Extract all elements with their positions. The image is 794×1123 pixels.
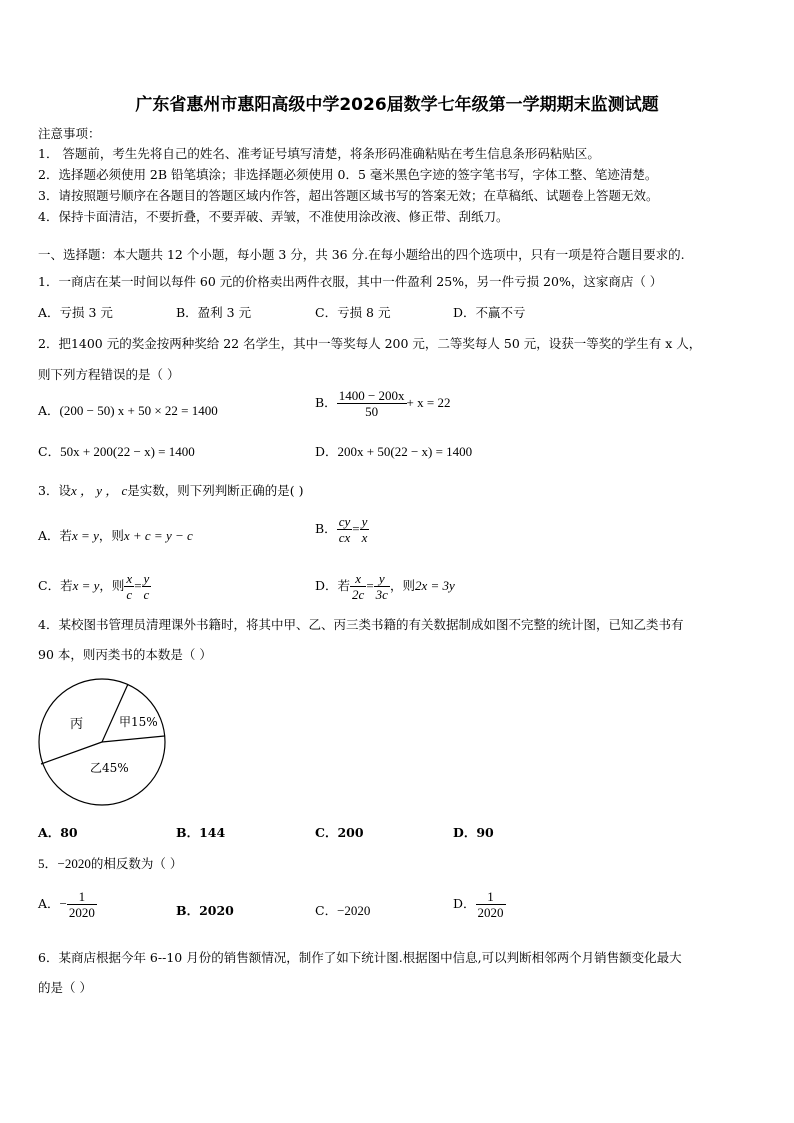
q5-option-d: D． $\frac{1}{2020}$ (453, 889, 504, 920)
q2-b-fraction: $\frac{1400 - 200x}{50}$ (338, 388, 405, 419)
q3-option-a: A．若x = y，则x + c = y − c (38, 528, 193, 543)
pie-divider-right (102, 736, 165, 742)
q3-option-c: C．若x = y，则 $\frac{x}{c}$ = $\frac{y}{c}$ (38, 571, 150, 602)
q5-option-a: A．− $\frac{1}{2020}$ (38, 889, 95, 920)
q3-option-d: D．若 $\frac{x}{2c}$ = $\frac{y}{3c}$ ，则2x = 3y (315, 571, 455, 602)
pie-label-bing: 丙 (70, 717, 84, 732)
q2-option-c: C．50x + 200(22 − x) = 1400 (38, 444, 195, 459)
q4-option-c: C．200 (315, 825, 364, 840)
q2-option-d: D．200x + 50(22 − x) = 1400 (315, 444, 473, 459)
notes-item-4: 4．保持卡面清洁，不要折叠，不要弄破、弄皱，不准使用涂改液、修正带、刮纸刀。 (38, 209, 509, 224)
section-heading: 一、选择题：本大题共 12 个小题，每小题 3 分，共 36 分.在每小题给出的四个选项中，只有一项是符合题目要求的. (38, 247, 685, 262)
q2-stem-line2: 则下列方程错误的是（ ） (38, 367, 180, 382)
q1-option-c: C．亏损 8 元 (315, 305, 391, 320)
q1-option-d: D．不赢不亏 (453, 305, 526, 320)
q4-option-b: B．144 (176, 825, 226, 840)
q5-stem: 5．−2020的相反数为（ ） (38, 856, 183, 871)
q6-stem-line2: 的是（ ） (38, 980, 92, 995)
page-title: 广东省惠州市惠阳高级中学2026届数学七年级第一学期期末监测试题 (135, 95, 659, 115)
q4-stem-line2: 90 本，则丙类书的本数是（ ） (38, 647, 212, 662)
q2-option-b: B． $\frac{1400 - 200x}{50}$ + x = 22 (315, 388, 451, 419)
q2-c-expression: 50x + 200(22 − x) = 1400 (60, 444, 195, 459)
q5-option-c: C．−2020 (315, 903, 371, 918)
pie-label-jia: 甲15% (119, 715, 158, 729)
q3-stem: 3．设x ， y ， c是实数，则下列判断正确的是( ) (38, 483, 304, 498)
q2-a-expression: (200 − 50) x + 50 × 22 = 1400 (59, 403, 218, 418)
q1-stem: 1．一商店在某一时间以每件 60 元的价格卖出两件衣服，其中一件盈利 25%，另一件亏损 20%，这家商店（ ） (38, 274, 663, 289)
pie-divider-top (102, 684, 128, 742)
q1-option-a: A．亏损 3 元 (38, 305, 113, 320)
q6-stem-line1: 6．某商店根据今年 6--10 月份的销售额情况，制作了如下统计图.根据图中信息,可以判断相邻两个月销售额变化最大 (38, 950, 682, 965)
q2-option-a: A．(200 − 50) x + 50 × 22 = 1400 (38, 403, 218, 418)
q3-option-b: B． $\frac{cy}{cx}$ = $\frac{y}{x}$ (315, 514, 368, 545)
q4-stem-line1: 4．某校图书管理员清理课外书籍时，将其中甲、乙、丙三类书籍的有关数据制成如图不完整的统计图，已知乙类书有 (38, 617, 684, 632)
q2-d-expression: 200x + 50(22 − x) = 1400 (337, 444, 473, 459)
q4-option-a: A．80 (38, 825, 78, 840)
notes-item-1: 1． 答题前，考生先将自己的姓名、准考证号填写清楚，将条形码准确粘贴在考生信息条形码粘贴区。 (38, 146, 600, 161)
notes-item-2: 2．选择题必须使用 2B 铅笔填涂；非选择题必须使用 0．5 毫米黑色字迹的签字笔书写，字体工整、笔迹清楚。 (38, 167, 658, 182)
notes-heading: 注意事项： (38, 126, 101, 141)
pie-label-yi: 乙45% (90, 761, 129, 775)
q4-option-d: D．90 (453, 825, 494, 840)
notes-item-3: 3．请按照题号顺序在各题目的答题区域内作答，超出答题区域书写的答案无效；在草稿纸、试题卷上答题无效。 (38, 188, 659, 203)
q2-stem-line1: 2．把1400 元的奖金按两种奖给 22 名学生，其中一等奖每人 200 元，二等奖每人 50 元，设获一等奖的学生有 x 人， (38, 336, 702, 351)
q5-option-b: B．2020 (176, 903, 234, 918)
q1-option-b: B．盈利 3 元 (176, 305, 252, 320)
q4-pie-chart (36, 678, 170, 806)
